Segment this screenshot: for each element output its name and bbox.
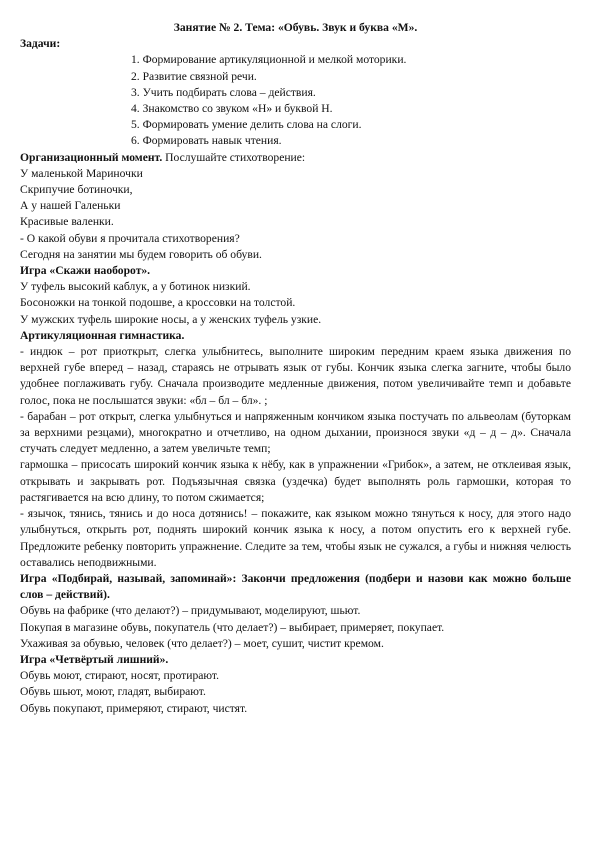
org-heading: Организационный момент. bbox=[20, 150, 163, 164]
org-text: Послушайте стихотворение: bbox=[162, 150, 306, 164]
task-item bbox=[131, 101, 571, 117]
task-text: 6. Формировать навык чтения. bbox=[131, 134, 282, 148]
task-item bbox=[131, 69, 571, 85]
poem-line: Красивые валенки. bbox=[20, 215, 114, 229]
task-text: 5. Формировать умение делить слова на слоги. bbox=[131, 118, 362, 132]
poem-line: У маленькой Мариночки bbox=[20, 166, 143, 180]
game3-heading: Игра «Четвёртый лишний». bbox=[20, 652, 169, 666]
poem-line: Скрипучие ботиночки, bbox=[20, 183, 133, 197]
tasks-list bbox=[20, 52, 571, 149]
artic-paragraph-garmoshka: гармошка – присосать широкий кончик языка к нёбу, как в упражнении «Грибок», а затем, не отклеивая язык, открывать и закрывать рот. Подъязычная связка (уздечка) будет выполнять роль гармошки, которая то растягивается на всю длину, то потом сжимается; bbox=[20, 458, 571, 504]
task-text: 4. Знакомство со звуком «Н» и буквой Н. bbox=[131, 102, 333, 116]
game1-line: У туфель высокий каблук, а у ботинок низкий. bbox=[20, 280, 251, 294]
artic-paragraph-indyuk: - индюк – рот приоткрыт, слегка улыбнитесь, выполните широким передним краем языка движения по верхней губе вперед – назад, стараясь не отрывать язык от губы. Кончик языка слегка загните, чтобы было удобнее поглаживать губу. Сначала производите медленные движения, потом увеличивайте темп и добавьте голос, пока не послышатся звуки: «бл – бл – бл». ; bbox=[20, 345, 571, 407]
task-item bbox=[131, 133, 571, 149]
game3-line: Обувь моют, стирают, носят, протирают. bbox=[20, 669, 219, 683]
poem-line: А у нашей Галеньки bbox=[20, 199, 121, 213]
game2-heading: Игра «Подбирай, называй, запоминай»: Закончи предложения (подбери и назови как можно больше слов – действий). bbox=[20, 571, 571, 602]
artic-paragraph-yazychok: - язычок, тянись, тянись и до носа дотянись! – покажите, как языком можно тянуться к носу, для этого надо улыбнуться, открыть рот, поднять широкий кончик языка к носу, а потом опустить его к верхней губе. Предложите ребенку повторить упражнение. Следите за тем, чтобы язык не сужался, а губы и нижняя челюсть оставались неподвижными. bbox=[20, 507, 571, 569]
artic-heading: Артикуляционная гимнастика. bbox=[20, 328, 185, 342]
game3-line: Обувь покупают, примеряют, стирают, чистят. bbox=[20, 701, 248, 715]
game1-heading: Игра «Скажи наоборот». bbox=[20, 264, 151, 278]
game1-line: Босоножки на тонкой подошве, а кроссовки на толстой. bbox=[20, 296, 296, 310]
topic-line: Сегодня на занятии мы будем говорить об обуви. bbox=[20, 247, 262, 261]
game2-line: Ухаживая за обувью, человек (что делает?) – моет, сушит, чистит кремом. bbox=[20, 636, 384, 650]
task-text: 1. Формирование артикуляционной и мелкой моторики. bbox=[131, 53, 407, 67]
task-item bbox=[131, 117, 571, 133]
game2-line: Покупая в магазине обувь, покупатель (что делает?) – выбирает, примеряет, покупает. bbox=[20, 620, 445, 634]
document-title: Занятие № 2. Тема: «Обувь. Звук и буква «М». bbox=[173, 21, 418, 34]
task-item bbox=[131, 52, 571, 68]
game3-line: Обувь шьют, моют, гладят, выбирают. bbox=[20, 685, 206, 699]
task-text: 3. Учить подбирать слова – действия. bbox=[131, 85, 316, 99]
game2-line: Обувь на фабрике (что делают?) – придумывают, моделируют, шьют. bbox=[20, 604, 361, 618]
task-text: 2. Развитие связной речи. bbox=[131, 69, 257, 83]
question-line: - О какой обуви я прочитала стихотворения? bbox=[20, 231, 240, 245]
org-paragraph bbox=[20, 150, 571, 166]
game1-line: У мужских туфель широкие носы, а у женских туфель узкие. bbox=[20, 312, 322, 326]
tasks-heading: Задачи: bbox=[20, 37, 61, 51]
task-item bbox=[131, 85, 571, 101]
artic-paragraph-baraban: - барабан – рот открыт, слегка улыбнуться и напряженным кончиком языка постучать по альвеолам (буторкам за верхними резцами), многократно и отчетливо, на одном дыхании, произнося звуки «д – д – д». Сначала стучать следует медленно, а затем увеличьте темп; bbox=[20, 409, 571, 456]
